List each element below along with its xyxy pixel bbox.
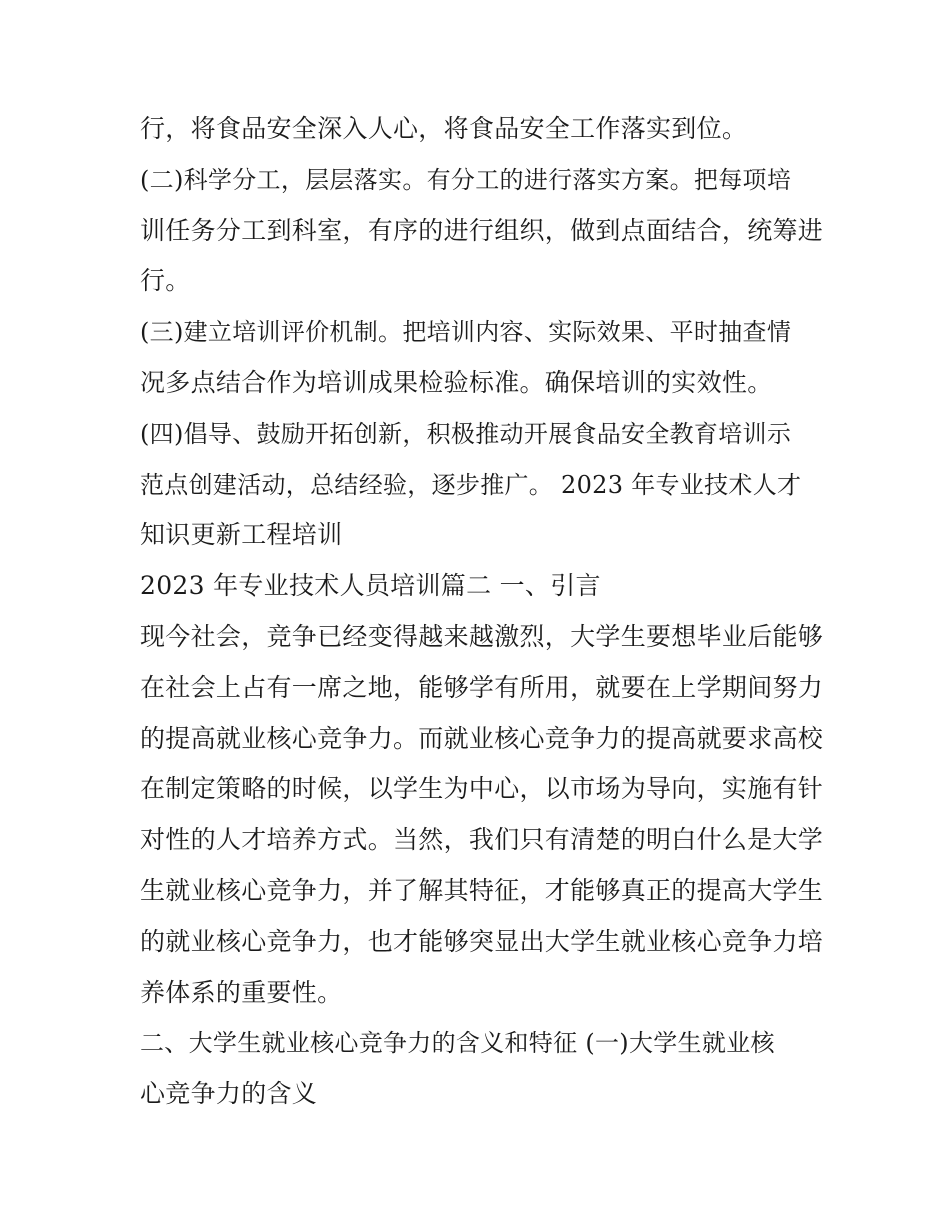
text-line: 范点创建活动，总结经验，逐步推广。 2023 年专业技术人才 [140,470,802,499]
section-heading: 二、大学生就业核心竞争力的含义和特征 (一)大学生就业核 [140,1029,775,1058]
text-line: 养体系的重要性。 [140,977,343,1007]
text-line: 在制定策略的时候，以学生为中心，以市场为导向，实施有针 [140,774,824,804]
text-line: 生就业核心竞争力，并了解其特征，才能够真正的提高大学生 [140,875,824,905]
text-line: 的提高就业核心竞争力。而就业核心竞争力的提高就要求高校 [140,723,824,753]
text-line: (二)科学分工，层层落实。有分工的进行落实方案。把每项培 [140,165,792,194]
text-line: (三)建立培训评价机制。把培训内容、实际效果、平时抽查情 [140,318,792,347]
text-line: 行。 [140,266,191,296]
text-line: 心竞争力的含义 [140,1079,318,1109]
text-line: 的就业核心竞争力，也才能够突显出大学生就业核心竞争力培 [140,926,824,956]
text-line: 现今社会，竞争已经变得越来越激烈，大学生要想毕业后能够 [140,621,824,651]
text-line: 在社会上占有一席之地，能够学有所用，就要在上学期间努力 [140,672,824,702]
document-body [140,104,824,1120]
text-line: (四)倡导、鼓励开拓创新，积极推动开展食品安全教育培训示 [140,419,792,448]
text-line: 训任务分工到科室，有序的进行组织，做到点面结合，统筹进 [140,215,824,245]
text-line: 知识更新工程培训 [140,520,343,550]
section-heading: 2023 年专业技术人员培训篇二 一、引言 [140,571,601,601]
text-line: 况多点结合作为培训成果检验标准。确保培训的实效性。 [140,367,773,397]
text-line: 行，将食品安全深入人心，将食品安全工作落实到位。 [140,114,748,143]
text-line: 对性的人才培养方式。当然，我们只有清楚的明白什么是大学 [140,825,824,855]
